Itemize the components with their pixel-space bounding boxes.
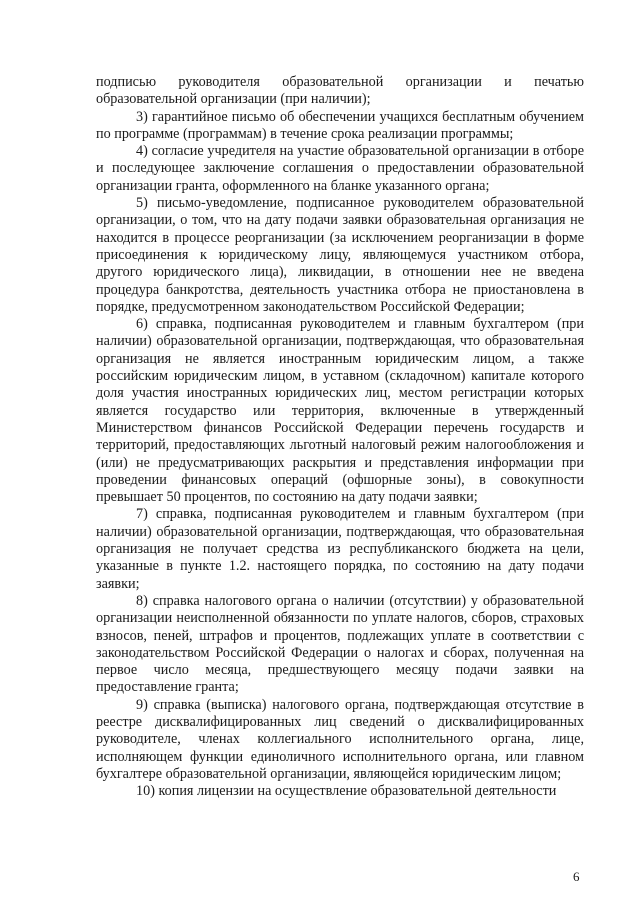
paragraph-item-5: 5) письмо-уведомление, подписанное руководителем образовательной организации, о том, что на дату подачи заявки образовательная организация не находится в процессе реорганизации (за исключением реорганизации в форме присоединения к юридическому лицу, являющемуся участником отбора, другого юридического лица), ликвидации, в отношении нее не введена процедура банкротства, деятельность участника отбора не приостановлена в порядке, предусмотренном законодательством Российской Федерации; [96,195,584,315]
paragraph-item-3: 3) гарантийное письмо об обеспечении учащихся бесплатным обучением по программе (программам) в течение срока реализации программы; [96,108,584,142]
paragraph-continuation: подписью руководителя образовательной организации и печатью образовательной организации (при наличии); [96,74,584,108]
paragraph-item-8: 8) справка налогового органа о наличии (отсутствии) у образовательной организации неисполненной обязанности по уплате налогов, сборов, страховых взносов, пеней, штрафов и процентов, подлежащих уплате в соответствии с законодательством Российской Федерации о налогах и сборах, полученная на первое число месяца, предшествующего месяцу подачи заявки на предоставление гранта; [96,592,584,696]
page-number: 6 [573,869,580,884]
body-text [96,74,584,800]
paragraph-item-4: 4) согласие учредителя на участие образовательной организации в отборе и последующее заключение соглашения о предоставлении образовательной организации гранта, оформленного на бланке указанного органа; [96,143,584,194]
paragraph-item-9: 9) справка (выписка) налогового органа, подтверждающая отсутствие в реестре дисквалифицированных лиц сведений о дисквалифицированных руководителе, членах коллегиального исполнительного органа, лице, исполняющем функции единоличного исполнительного органа, или главном бухгалтере образовательной организации, являющейся юридическим лицом; [96,696,584,782]
paragraph-item-7: 7) справка, подписанная руководителем и главным бухгалтером (при наличии) образовательной организации, подтверждающая, что образовательная организация не получает средства из республиканского бюджета на цели, указанные в пункте 1.2. настоящего порядка, по состоянию на дату подачи заявки; [96,506,584,592]
paragraph-item-10: 10) копия лицензии на осуществление образовательной деятельности [136,783,557,800]
paragraph-item-6: 6) справка, подписанная руководителем и главным бухгалтером (при наличии) образовательной организации, подтверждающая, что образовательная организация не является иностранным юридическим лицом, а также российским юридическим лицом, в уставном (складочном) капитале которого доля участия иностранных юридических лиц, местом регистрации которых является государство или территория, включенные в утвержденный Министерством финансов Российской Федерации перечень государств и территорий, предоставляющих льготный налоговый режим налогообложения и (или) не предусматривающих раскрытия и представления информации при проведении финансовых операций (офшорные зоны), в совокупности превышает 50 процентов, по состоянию на дату подачи заявки; [96,316,584,506]
